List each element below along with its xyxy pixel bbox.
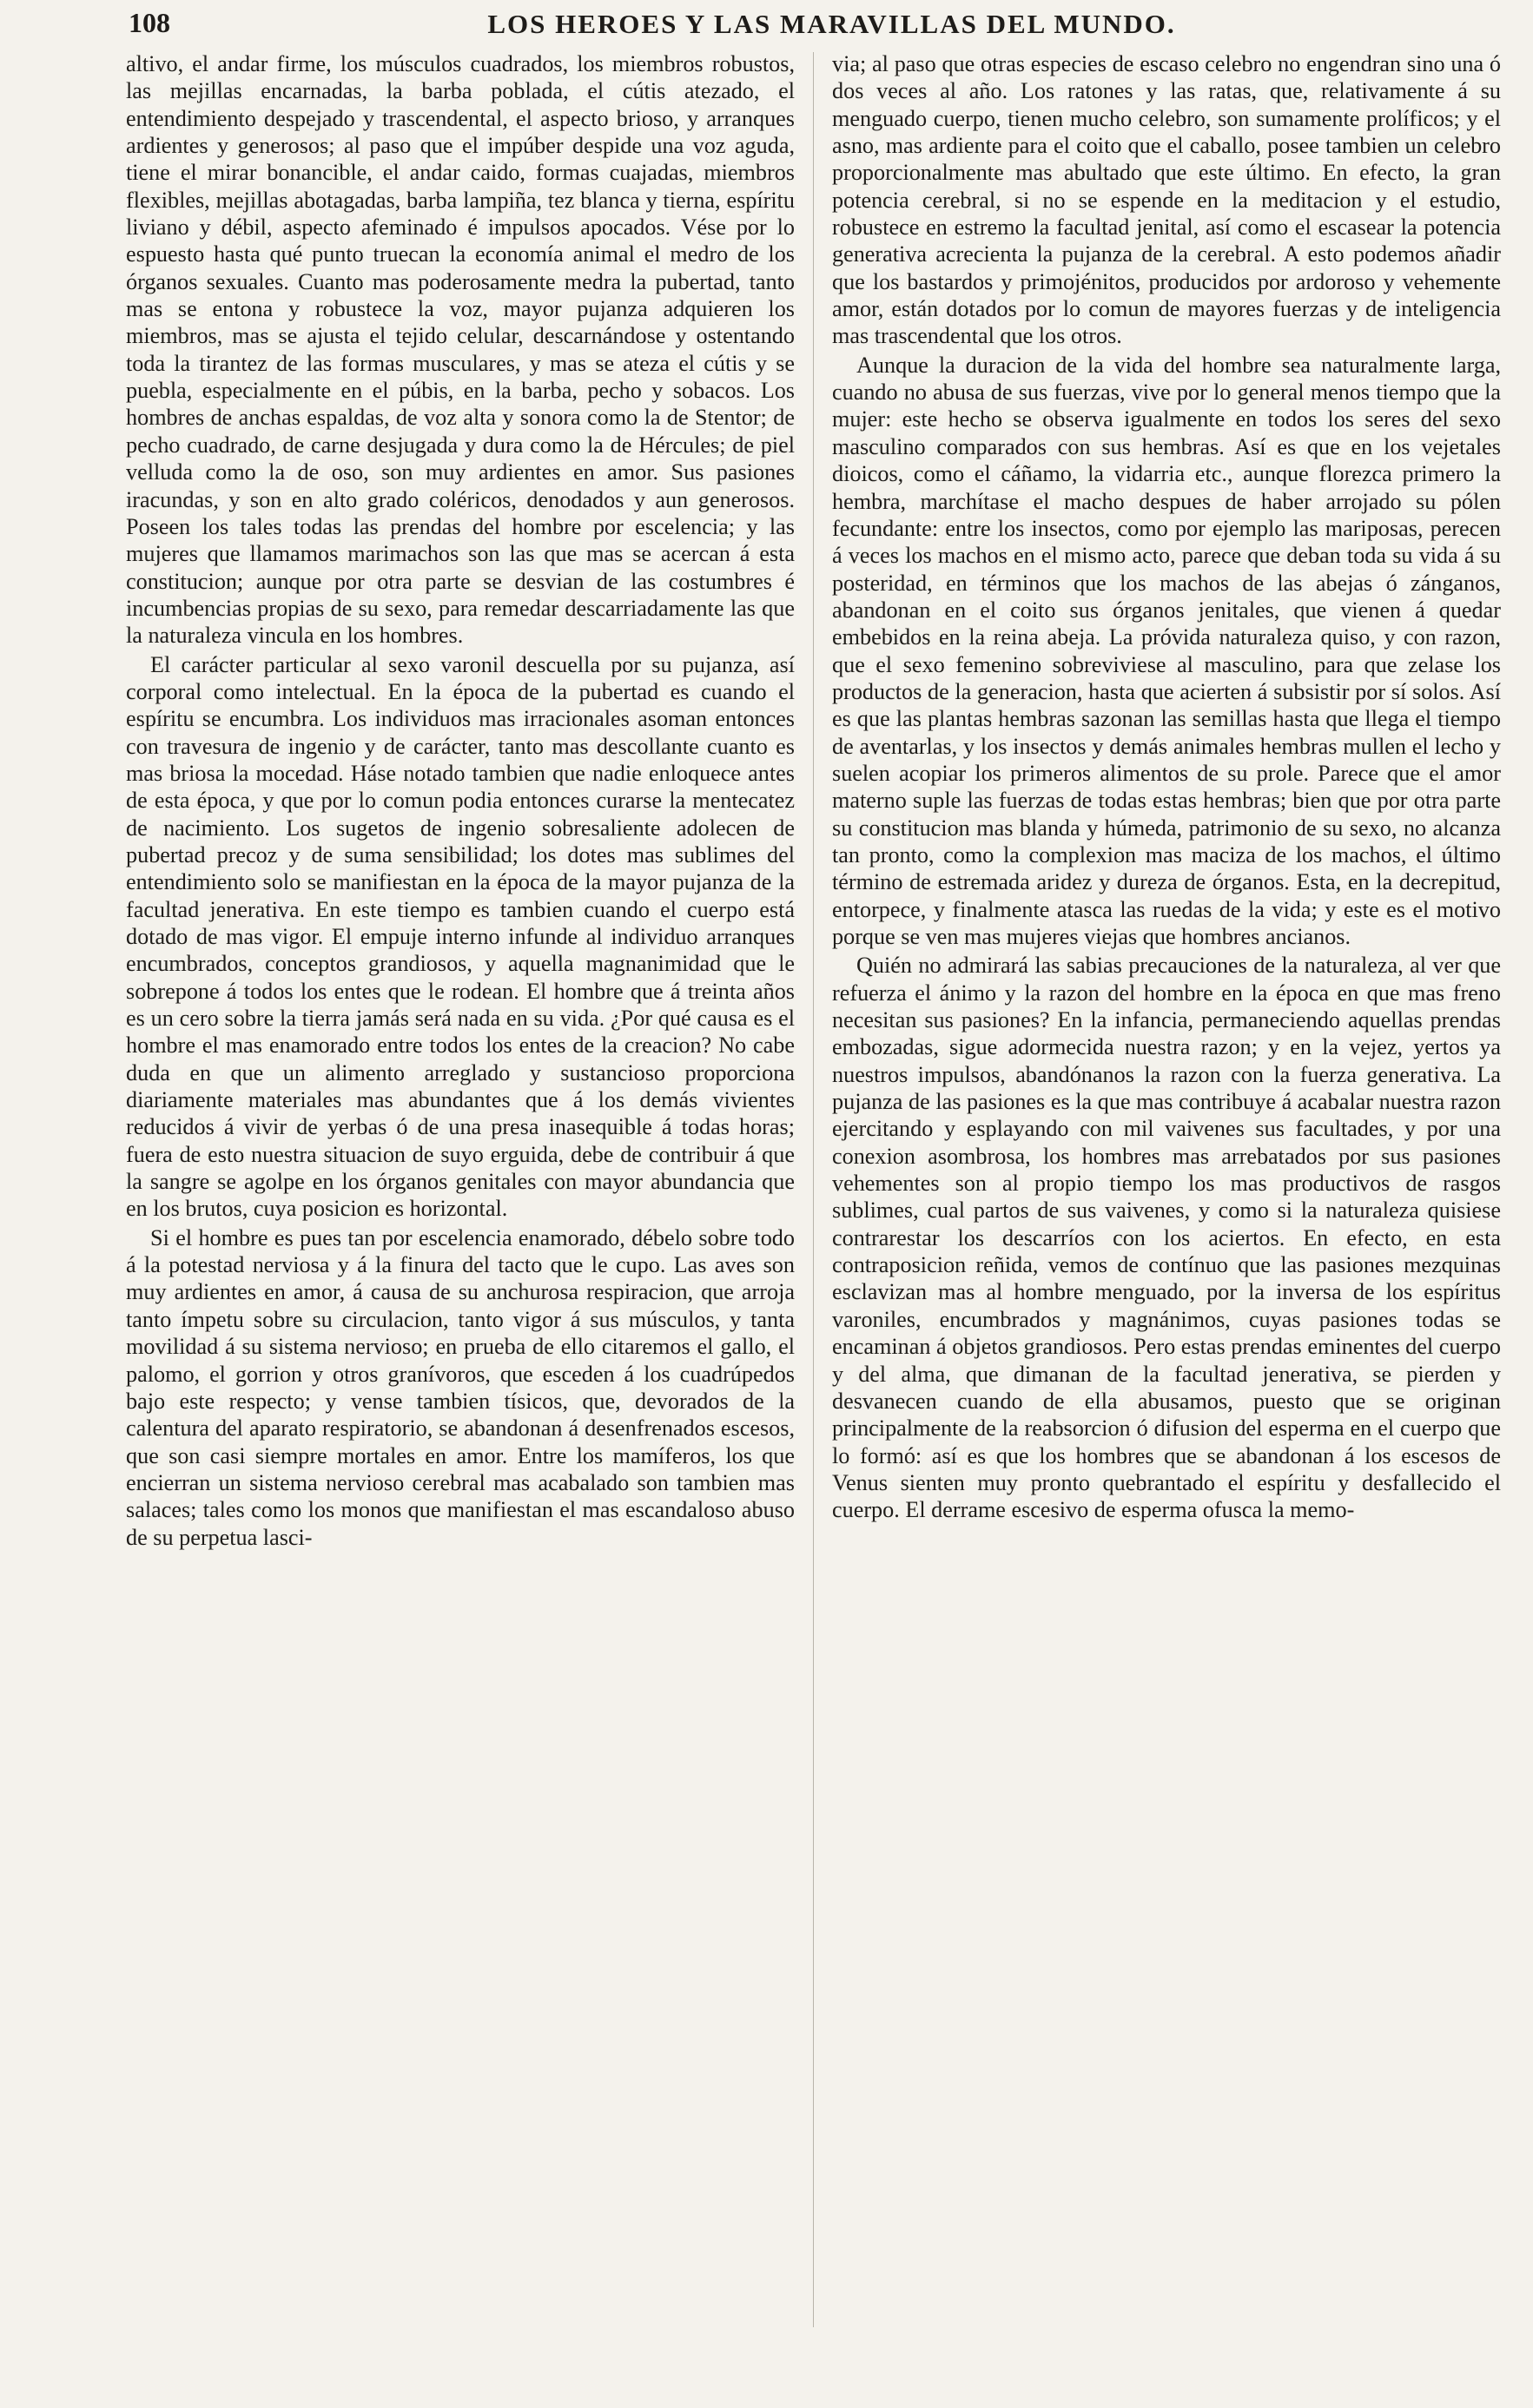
right-paragraph-2: Aunque la duracion de la vida del hombre sea naturalmente larga, cuando no abusa de sus fuerzas, vive por lo general menos tiempo que la mujer: este hecho se observa igualmente en todos los seres del sexo masculino comparados con sus hembras. Así es que en los vejetales dioicos, como el cáñamo, la vidarria etc., aunque florezca primero la hembra, marchítase el macho despues de haber arrojado su pólen fecundante: entre los insectos, como por ejemplo las mariposas, perecen á veces los machos en el mismo acto, parece que deban toda su vida á su posteridad, en términos que los machos de las abejas ó zánganos, abandonan en el coito sus órganos jenitales, que vienen á quedar embebidos en la reina abeja. La próvida naturaleza quiso, y con razon, que el sexo femenino sobreviviese al masculino, para que zelase los productos de la generacion, hasta que acierten á subsistir por sí solos. Así es que las plantas hembras sazonan las semillas hasta que llega el tiempo de aventarlas, y los insectos y demás animales hembras mullen el lecho y suelen acopiar los primeros alimentos de su prole. Parece que el amor materno suple las fuerzas de todas estas hembras; bien que por otra parte su constitucion mas blanda y húmeda, patrimonio de su sexo, no alcanza tan pronto, como la complexion mas maciza de los machos, el último término de estremada aridez y dureza de órganos. Esta, en la decrepitud, entorpece, y finalmente atasca las ruedas de la vida; y este es el motivo porque se ven mas mujeres viejas que hombres ancianos. bbox=[832, 352, 1501, 949]
left-paragraph-2: El carácter particular al sexo varonil descuella por su pujanza, así corporal como intelectual. En la época de la pubertad es cuando el espíritu se encumbra. Los individuos mas irracionales asoman entonces con travesura de ingenio y de carácter, tanto mas descollante cuanto es mas briosa la mocedad. Háse notado tambien que nadie enloquece antes de esta época, y que por lo comun podia entonces curarse la mentecatez de nacimiento. Los sugetos de ingenio sobresaliente adolecen de pubertad precoz y de suma sensibilidad; los dotes mas sublimes del entendimiento solo se manifiestan en la época de la mayor pujanza de la facultad jenerativa. En este tiempo es tambien cuando el cuerpo está dotado de mas vigor. El empuje interno infunde al individuo arranques encumbrados, conceptos grandiosos, y aquella magnanimidad que le sobrepone á todos los entes que le rodean. El hombre que á treinta años es un cero sobre la tierra jamás será nada en su vida. ¿Por qué causa es el hombre el mas enamorado entre todos los entes de la creacion? No cabe duda en que un alimento arreglado y sustancioso proporciona diariamente materiales mas abundantes que á los demás vivientes reducidos á vivir de yerbas ó de una presa inasequible á todas horas; fuera de esto nuestra situacion de suyo erguida, debe de contribuir á que la sangre se agolpe en los órganos genitales con mayor abundancia que en los brutos, cuya posicion es horizontal. bbox=[126, 651, 795, 1222]
left-column bbox=[126, 50, 795, 1551]
column-divider bbox=[813, 52, 814, 2327]
page-number: 108 bbox=[129, 7, 170, 38]
left-paragraph-1: altivo, el andar firme, los músculos cuadrados, los miembros robustos, las mejillas encarnadas, la barba poblada, el cútis atezado, el entendimiento despejado y trascendental, el aspecto brioso, y arranques ardientes y generosos; al paso que el impúber despide una voz aguda, tiene el mirar bonancible, el andar caido, formas cuajadas, miembros flexibles, mejillas abotagadas, barba lampiña, tez blanca y tierna, espíritu liviano y débil, aspecto afeminado é impulsos apocados. Vése por lo espuesto hasta qué punto truecan la economía animal el medro de los órganos sexuales. Cuanto mas poderosamente medra la pubertad, tanto mas se entona y robustece la voz, mayor pujanza adquieren los miembros, mas se ajusta el tejido celular, descarnándose y ostentando toda la tirantez de las formas musculares, y mas se ateza el cútis y se puebla, especialmente en el púbis, en la barba, pecho y sobacos. Los hombres de anchas espaldas, de voz alta y sonora como la de Stentor; de pecho cuadrado, de carne desjugada y dura como la de Hércules; de piel velluda como la de oso, son muy ardientes en amor. Sus pasiones iracundas, y son en alto grado coléricos, denodados y aun generosos. Poseen los tales todas las prendas del hombre por escelencia; y las mujeres que llamamos marimachos son las que mas se acercan á esta constitucion; aunque por otra parte se desvian de las costumbres é incumbencias propias de su sexo, para remedar descarriadamente las que la naturaleza vincula en los hombres. bbox=[126, 51, 795, 649]
right-paragraph-3: Quién no admirará las sabias precauciones de la naturaleza, al ver que refuerza el ánimo y la razon del hombre en la época en que mas freno necesitan sus pasiones? En la infancia, permaneciendo aquellas prendas embozadas, sigue adormecida nuestra razon; y en la vejez, yertos ya nuestros impulsos, abandónanos la razon con la fuerza generativa. La pujanza de las pasiones es la que mas contribuye á acabalar nuestra razon ejercitando y esplayando con mil vaivenes sus facultades, y por una conexion asombrosa, los hombres mas arrebatados por sus pasiones vehementes son al propio tiempo los mas productivos de rasgos sublimes, cual partos de sus vaivenes, y como si la naturaleza quisiese contrarestar los descarríos con los aciertos. En efecto, en esta contraposicion reñida, vemos de contínuo que las pasiones mezquinas esclavizan mas al hombre menguado, por la inversa de los espíritus varoniles, encumbrados y magnánimos, cuyas pasiones todas se encaminan á objetos grandiosos. Pero estas prendas eminentes del cuerpo y del alma, que dimanan de la facultad jenerativa, se pierden y desvanecen cuando de ella abusamos, puesto que se originan principalmente de la reabsorcion ó difusion del esperma en el cuerpo que lo formó: así es que los hombres que se abandonan á los escesos de Venus sienten muy pronto quebrantado el espíritu y desfallecido el cuerpo. El derrame escesivo de esperma ofusca la memo- bbox=[832, 953, 1501, 1523]
right-column bbox=[832, 50, 1501, 1524]
right-paragraph-1: via; al paso que otras especies de escaso celebro no engendran sino una ó dos veces al año. Los ratones y las ratas, que, relativamente á su menguado cuerpo, tienen mucho celebro, son sumamente prolíficos; y el asno, mas ardiente para el coito que el caballo, posee tambien un celebro proporcionalmente mas abultado que este último. En efecto, la gran potencia cerebral, si no se espende en la meditacion y el estudio, robustece en estremo la facultad jenital, así como el escasear la potencia generativa acrecienta la pujanza de la cerebral. A esto podemos añadir que los bastardos y primojénitos, producidos por ardoroso y vehemente amor, están dotados por lo comun de mayores fuerzas y de inteligencia mas trascendental que los otros. bbox=[832, 51, 1501, 349]
left-paragraph-3: Si el hombre es pues tan por escelencia enamorado, débelo sobre todo á la potestad nerviosa y á la finura del tacto que le cupo. Las aves son muy ardientes en amor, á causa de su anchurosa respiracion, que arroja tanto ímpetu sobre su circulacion, tanto vigor á sus músculos, y tanta movilidad á su sistema nervioso; en prueba de ello citaremos el gallo, el palomo, el gorrion y otros granívoros, que esceden á los cuadrúpedos bajo este respecto; y vense tambien tísicos, que, devorados de la calentura del aparato respiratorio, se abandonan á desenfrenados escesos, que son casi siempre mortales en amor. Entre los mamíferos, los que encierran un sistema nervioso cerebral mas acabalado son tambien mas salaces; tales como los monos que manifiestan el mas escandaloso abuso de su perpetua lasci- bbox=[126, 1224, 795, 1550]
running-title: LOS HEROES Y LAS MARAVILLAS DEL MUNDO. bbox=[487, 9, 1176, 39]
